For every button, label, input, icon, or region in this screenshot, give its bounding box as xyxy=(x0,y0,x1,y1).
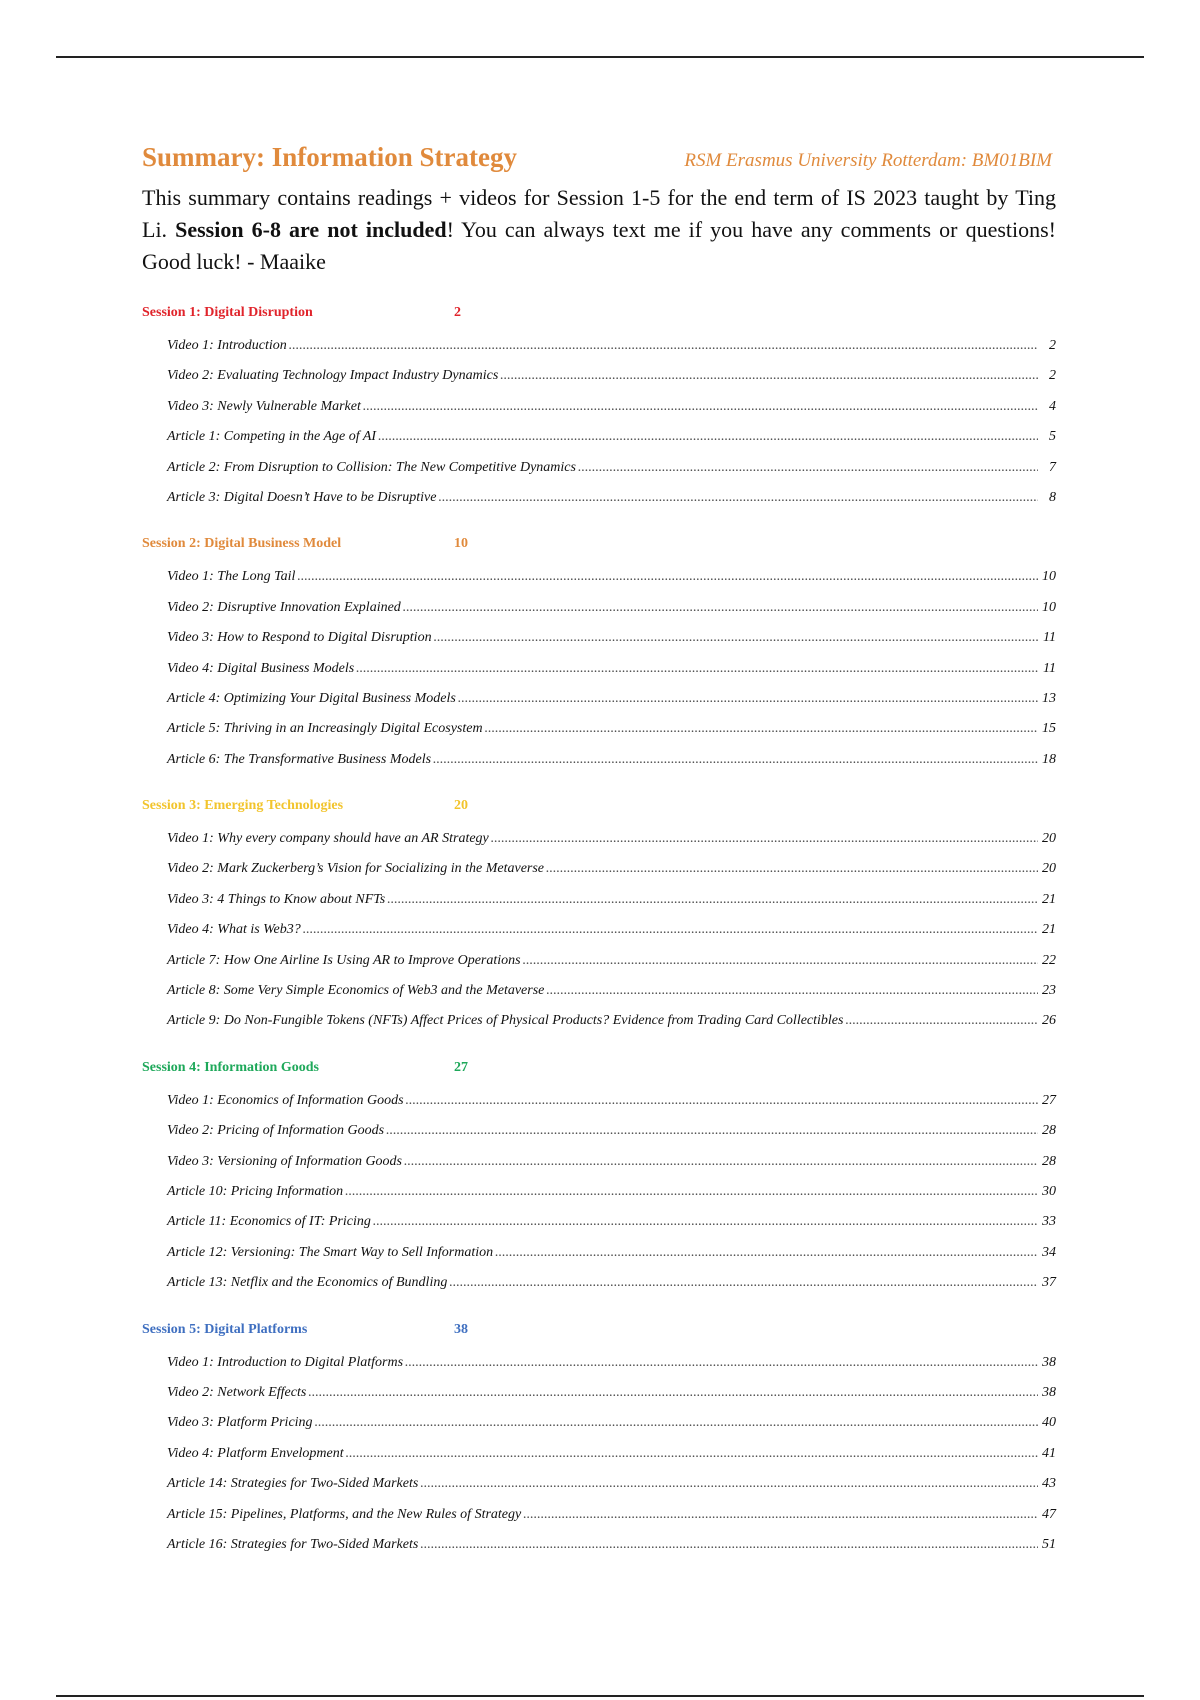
toc-dot-leader xyxy=(303,915,1038,945)
toc-entry-label: Video 4: Platform Envelopment xyxy=(167,1445,344,1461)
toc-entry[interactable] xyxy=(142,1207,1056,1237)
table-of-contents xyxy=(142,302,1056,1560)
toc-session-label: Session 4: Information Goods xyxy=(142,1059,319,1075)
toc-entry[interactable] xyxy=(142,623,1056,653)
toc-entry[interactable] xyxy=(142,1147,1056,1177)
toc-dot-leader xyxy=(406,1086,1038,1116)
toc-dot-leader xyxy=(578,453,1038,483)
toc-dot-leader xyxy=(356,654,1038,684)
toc-entry-page: 22 xyxy=(1042,952,1056,968)
toc-entry-label: Article 8: Some Very Simple Economics of Web3 and the Metaverse xyxy=(167,983,545,999)
toc-entry-label: Video 1: The Long Tail xyxy=(167,569,296,585)
toc-entry[interactable] xyxy=(142,824,1056,854)
toc-entry[interactable] xyxy=(142,392,1056,422)
toc-entry-label: Article 9: Do Non-Fungible Tokens (NFTs) Affect Prices of Physical Products? Evidence from Trading Card Collectibles xyxy=(167,1013,844,1029)
toc-entry-page: 7 xyxy=(1049,459,1056,475)
toc-entry-label: Article 7: How One Airline Is Using AR to Improve Operations xyxy=(167,952,521,968)
toc-session-heading[interactable] xyxy=(142,533,1056,555)
toc-entry-label: Article 12: Versioning: The Smart Way to Sell Information xyxy=(167,1244,494,1260)
toc-entry[interactable] xyxy=(142,1378,1056,1408)
toc-entry[interactable] xyxy=(142,593,1056,623)
toc-dot-leader xyxy=(523,1500,1038,1530)
toc-entry[interactable] xyxy=(142,654,1056,684)
toc-dot-leader xyxy=(449,1268,1038,1298)
toc-dot-leader xyxy=(289,331,1038,361)
toc-entry[interactable] xyxy=(142,1530,1056,1560)
toc-entry-label: Article 10: Pricing Information xyxy=(167,1183,344,1199)
toc-entry-page: 21 xyxy=(1042,922,1056,938)
intro-text-1: This summary contains readings + videos for Session 1-5 for the end term of IS 2023 taught by Ting Li. xyxy=(142,185,1056,242)
toc-dot-leader xyxy=(500,361,1038,391)
intro-text-2: ! You can always text me if you have any comments or questions! Good luck! - Maaike xyxy=(142,217,1057,274)
toc-entry-label: Video 3: How to Respond to Digital Disruption xyxy=(167,630,432,646)
toc-entry-label: Article 16: Strategies for Two-Sided Markets xyxy=(167,1536,419,1552)
toc-session-label: Session 1: Digital Disruption xyxy=(142,305,313,320)
toc-entry[interactable] xyxy=(142,1268,1056,1298)
toc-dot-leader xyxy=(485,714,1038,744)
toc-entry-label: Video 4: Digital Business Models xyxy=(167,660,355,676)
intro-bold: Session 6-8 are not included xyxy=(175,217,447,242)
toc-dot-leader xyxy=(523,946,1038,976)
toc-session-page: 10 xyxy=(454,536,468,552)
toc-dot-leader xyxy=(363,392,1038,422)
toc-entry-page: 11 xyxy=(1043,660,1056,676)
toc-entry[interactable] xyxy=(142,453,1056,483)
toc-entry[interactable] xyxy=(142,1439,1056,1469)
toc-entry-page: 11 xyxy=(1043,630,1056,646)
toc-entry-page: 26 xyxy=(1042,1013,1056,1029)
toc-entry-page: 18 xyxy=(1042,751,1056,767)
toc-entry-page: 47 xyxy=(1042,1506,1056,1522)
toc-entry[interactable] xyxy=(142,745,1056,775)
toc-entry-page: 38 xyxy=(1042,1354,1056,1370)
toc-entry[interactable] xyxy=(142,1469,1056,1499)
toc-entry-page: 41 xyxy=(1042,1445,1056,1461)
toc-entry-label: Video 2: Evaluating Technology Impact Industry Dynamics xyxy=(167,368,499,384)
toc-session-label: Session 3: Emerging Technologies xyxy=(142,798,344,814)
toc-entry-label: Article 11: Economics of IT: Pricing xyxy=(167,1214,371,1230)
toc-entry-page: 8 xyxy=(1049,489,1056,505)
toc-dot-leader xyxy=(433,745,1038,775)
toc-dot-leader xyxy=(403,593,1038,623)
bottom-rule xyxy=(56,1695,1144,1697)
toc-entry-page: 28 xyxy=(1042,1153,1056,1169)
toc-entry-page: 28 xyxy=(1042,1123,1056,1139)
document-title: Summary: Information Strategy xyxy=(142,142,517,172)
toc-session-label: Session 5: Digital Platforms xyxy=(142,1321,308,1337)
toc-dot-leader xyxy=(345,1177,1038,1207)
toc-entry-label: Article 14: Strategies for Two-Sided Markets xyxy=(167,1476,419,1492)
toc-entry[interactable] xyxy=(142,1006,1056,1036)
toc-entry-label: Video 1: Economics of Information Goods xyxy=(167,1092,404,1108)
toc-dot-leader xyxy=(845,1006,1038,1036)
toc-entry-label: Video 3: 4 Things to Know about NFTs xyxy=(167,891,386,907)
toc-entry-page: 2 xyxy=(1049,368,1056,384)
toc-dot-leader xyxy=(546,976,1038,1006)
toc-entry-label: Article 1: Competing in the Age of AI xyxy=(167,429,377,445)
toc-entry-label: Article 15: Pipelines, Platforms, and the New Rules of Strategy xyxy=(167,1506,522,1522)
toc-entry-label: Video 1: Introduction to Digital Platforms xyxy=(167,1354,404,1370)
toc-entry[interactable] xyxy=(142,714,1056,744)
toc-entry-label: Article 4: Optimizing Your Digital Business Models xyxy=(167,690,456,706)
toc-entry[interactable] xyxy=(142,1086,1056,1116)
toc-dot-leader xyxy=(458,684,1038,714)
toc-session xyxy=(142,1319,1056,1561)
toc-dot-leader xyxy=(546,854,1038,884)
toc-entry[interactable] xyxy=(142,1408,1056,1438)
toc-session-heading[interactable] xyxy=(142,302,1056,324)
toc-entry[interactable] xyxy=(142,331,1056,361)
toc-dot-leader xyxy=(438,483,1038,513)
toc-entry-label: Video 2: Mark Zuckerberg’s Vision for Socializing in the Metaverse xyxy=(167,861,545,877)
toc-dot-leader xyxy=(297,562,1038,592)
toc-entry-page: 21 xyxy=(1042,891,1056,907)
toc-dot-leader xyxy=(491,824,1038,854)
toc-dot-leader xyxy=(434,623,1038,653)
toc-entry-page: 38 xyxy=(1042,1384,1056,1400)
top-rule xyxy=(56,56,1144,58)
toc-entry[interactable] xyxy=(142,361,1056,391)
toc-dot-leader xyxy=(420,1530,1038,1560)
toc-dot-leader xyxy=(405,1348,1038,1378)
toc-session-heading[interactable] xyxy=(142,1057,1056,1079)
toc-entry[interactable] xyxy=(142,854,1056,884)
toc-session-heading[interactable] xyxy=(142,1319,1056,1341)
toc-entry-label: Video 3: Versioning of Information Goods xyxy=(167,1153,403,1169)
toc-entry[interactable] xyxy=(142,915,1056,945)
toc-entry-page: 15 xyxy=(1042,721,1056,737)
toc-session xyxy=(142,795,1056,1037)
toc-dot-leader xyxy=(315,1408,1038,1438)
toc-session-page: 2 xyxy=(454,305,461,320)
toc-session-page: 27 xyxy=(454,1059,468,1075)
toc-entry-page: 5 xyxy=(1049,429,1056,445)
toc-entry-page: 23 xyxy=(1042,983,1056,999)
toc-entry-page: 20 xyxy=(1042,831,1056,847)
toc-session xyxy=(142,302,1056,513)
toc-entry[interactable] xyxy=(142,483,1056,513)
toc-dot-leader xyxy=(420,1469,1038,1499)
toc-entry-label: Video 1: Why every company should have an AR Strategy xyxy=(167,831,489,847)
toc-dot-leader xyxy=(404,1147,1038,1177)
toc-entry-label: Video 2: Pricing of Information Goods xyxy=(167,1123,385,1139)
toc-entry-page: 20 xyxy=(1042,861,1056,877)
toc-entry-page: 4 xyxy=(1049,398,1056,414)
document-page xyxy=(142,142,1056,1580)
toc-entry-page: 33 xyxy=(1042,1214,1056,1230)
toc-session xyxy=(142,1057,1056,1299)
toc-session xyxy=(142,533,1056,775)
toc-entry-page: 34 xyxy=(1042,1244,1056,1260)
toc-entry-label: Article 6: The Transformative Business Models xyxy=(167,751,432,767)
toc-session-page: 20 xyxy=(454,798,468,814)
toc-entry-label: Video 1: Introduction xyxy=(167,338,287,353)
toc-entry-page: 2 xyxy=(1049,338,1056,353)
toc-entry-label: Video 4: What is Web3? xyxy=(167,922,301,938)
toc-entry[interactable] xyxy=(142,946,1056,976)
toc-entry[interactable] xyxy=(142,422,1056,452)
toc-entry[interactable] xyxy=(142,562,1056,592)
toc-entry-label: Video 2: Disruptive Innovation Explained xyxy=(167,599,401,615)
toc-entry-page: 37 xyxy=(1042,1275,1056,1291)
toc-entry-label: Article 2: From Disruption to Collision: The New Competitive Dynamics xyxy=(167,459,576,475)
toc-entry[interactable] xyxy=(142,684,1056,714)
toc-dot-leader xyxy=(378,422,1038,452)
toc-entry-label: Video 3: Platform Pricing xyxy=(167,1415,313,1431)
toc-dot-leader xyxy=(387,885,1038,915)
toc-session-heading[interactable] xyxy=(142,795,1056,817)
toc-entry[interactable] xyxy=(142,1500,1056,1530)
toc-entry-page: 30 xyxy=(1042,1183,1056,1199)
toc-session-label: Session 2: Digital Business Model xyxy=(142,536,342,552)
toc-entry-page: 40 xyxy=(1042,1415,1056,1431)
toc-dot-leader xyxy=(373,1207,1038,1237)
toc-dot-leader xyxy=(308,1378,1038,1408)
toc-entry[interactable] xyxy=(142,1116,1056,1146)
toc-dot-leader xyxy=(346,1439,1038,1469)
toc-entry-page: 43 xyxy=(1042,1476,1056,1492)
toc-entry-page: 10 xyxy=(1042,599,1056,615)
toc-entry-page: 10 xyxy=(1042,569,1056,585)
toc-entry[interactable] xyxy=(142,1177,1056,1207)
intro-paragraph xyxy=(142,182,1056,278)
toc-entry-label: Video 3: Newly Vulnerable Market xyxy=(167,398,361,414)
title-row xyxy=(142,142,1056,180)
toc-entry-page: 13 xyxy=(1042,690,1056,706)
toc-entry[interactable] xyxy=(142,1348,1056,1378)
toc-entry-page: 51 xyxy=(1042,1536,1056,1552)
toc-entry[interactable] xyxy=(142,885,1056,915)
toc-entry[interactable] xyxy=(142,976,1056,1006)
toc-entry[interactable] xyxy=(142,1238,1056,1268)
toc-entry-label: Article 13: Netflix and the Economics of Bundling xyxy=(167,1275,448,1291)
toc-entry-page: 27 xyxy=(1042,1092,1056,1108)
toc-entry-label: Article 5: Thriving in an Increasingly Digital Ecosystem xyxy=(167,721,483,737)
toc-entry-label: Video 2: Network Effects xyxy=(167,1384,307,1400)
toc-session-page: 38 xyxy=(454,1321,468,1337)
toc-dot-leader xyxy=(386,1116,1038,1146)
document-subtitle: RSM Erasmus University Rotterdam: BM01BIM xyxy=(684,150,1052,171)
toc-entry-label: Article 3: Digital Doesn’t Have to be Disruptive xyxy=(167,489,437,505)
toc-dot-leader xyxy=(495,1238,1038,1268)
